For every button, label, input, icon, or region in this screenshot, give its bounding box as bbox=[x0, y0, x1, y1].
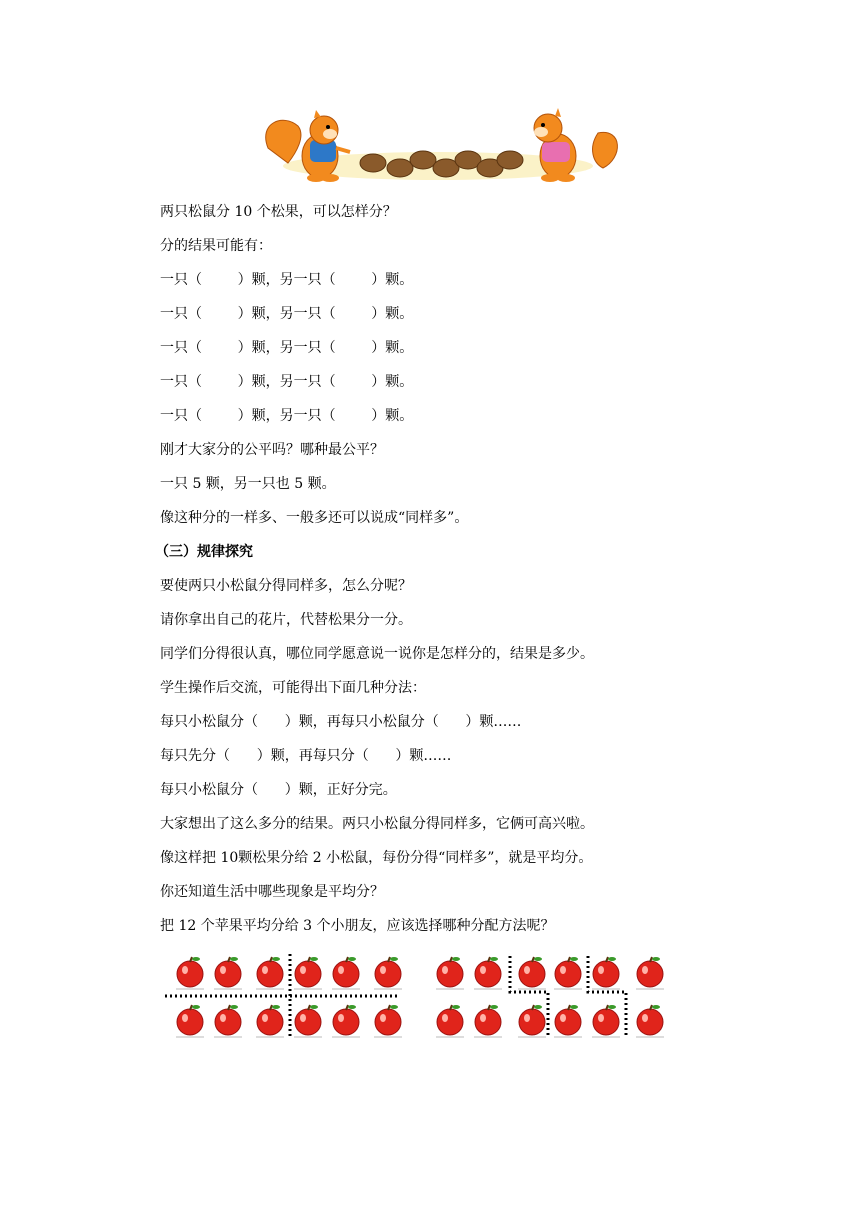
apple-icon bbox=[592, 957, 620, 989]
text-line: 你还知道生活中哪些现象是平均分？ bbox=[160, 884, 384, 900]
apple-icon bbox=[474, 1005, 502, 1037]
text-line: 学生操作后交流，可能得出下面几种分法： bbox=[160, 680, 426, 696]
fill-blank-line: 一只（ ）颗，另一只（ ）颗。 bbox=[160, 272, 414, 288]
fill-blank-line: 每只小松鼠分（ ）颗，正好分完。 bbox=[160, 782, 397, 798]
section-heading: （三）规律探究 bbox=[155, 544, 253, 560]
text-line: 像这种分的一样多、一般多还可以说成“同样多”。 bbox=[160, 510, 469, 526]
text-line: 同学们分得很认真，哪位同学愿意说一说你是怎样分的，结果是多少。 bbox=[160, 646, 594, 662]
apple-icon bbox=[474, 957, 502, 989]
apple-icon bbox=[176, 957, 204, 989]
apple-icon bbox=[294, 1005, 322, 1037]
text-line: 刚才大家分的公平吗？哪种最公平？ bbox=[160, 442, 384, 458]
fill-blank-line: 一只（ ）颗，另一只（ ）颗。 bbox=[160, 374, 414, 390]
text-line: 分的结果可能有： bbox=[160, 238, 272, 254]
apple-icon bbox=[518, 957, 546, 989]
text-line: 一只 5 颗，另一只也 5 颗。 bbox=[160, 476, 336, 492]
text-line: 两只松鼠分 10 个松果，可以怎样分？ bbox=[160, 204, 397, 220]
text-line: 大家想出了这么多分的结果。两只小松鼠分得同样多，它俩可高兴啦。 bbox=[160, 816, 594, 832]
apple-icon bbox=[636, 957, 664, 989]
apple-icon bbox=[332, 957, 360, 989]
apple-icon bbox=[636, 1005, 664, 1037]
fill-blank-line: 一只（ ）颗，另一只（ ）颗。 bbox=[160, 408, 414, 424]
apple-icon bbox=[214, 1005, 242, 1037]
apple-icon bbox=[374, 957, 402, 989]
text-line: 像这样把 10颗松果分给 2 小松鼠，每份分得“同样多”，就是平均分。 bbox=[160, 850, 593, 866]
apple-icon bbox=[554, 1005, 582, 1037]
text-line: 把 12 个苹果平均分给 3 个小朋友，应该选择哪种分配方法呢？ bbox=[160, 918, 555, 934]
fill-blank-line: 一只（ ）颗，另一只（ ）颗。 bbox=[160, 306, 414, 322]
fill-blank-line: 一只（ ）颗，另一只（ ）颗。 bbox=[160, 340, 414, 356]
apple-icon bbox=[436, 1005, 464, 1037]
fill-blank-line: 每只先分（ ）颗，再每只分（ ）颗…… bbox=[160, 748, 452, 764]
apple-icon bbox=[592, 1005, 620, 1037]
fill-blank-line: 每只小松鼠分（ ）颗，再每只小松鼠分（ ）颗…… bbox=[160, 714, 522, 730]
apple-icon bbox=[436, 957, 464, 989]
apple-icon bbox=[256, 957, 284, 989]
apple-icon bbox=[332, 1005, 360, 1037]
text-line: 请你拿出自己的花片，代替松果分一分。 bbox=[160, 612, 412, 628]
apple-icon bbox=[294, 957, 322, 989]
apple-icon bbox=[256, 1005, 284, 1037]
apples-division-illustration bbox=[160, 948, 680, 1044]
squirrels-illustration bbox=[258, 108, 623, 188]
text-line: 要使两只小松鼠分得同样多，怎么分呢？ bbox=[160, 578, 412, 594]
apple-icon bbox=[554, 957, 582, 989]
apple-icon bbox=[176, 1005, 204, 1037]
apple-icon bbox=[374, 1005, 402, 1037]
apple-icon bbox=[518, 1005, 546, 1037]
apple-icon bbox=[214, 957, 242, 989]
